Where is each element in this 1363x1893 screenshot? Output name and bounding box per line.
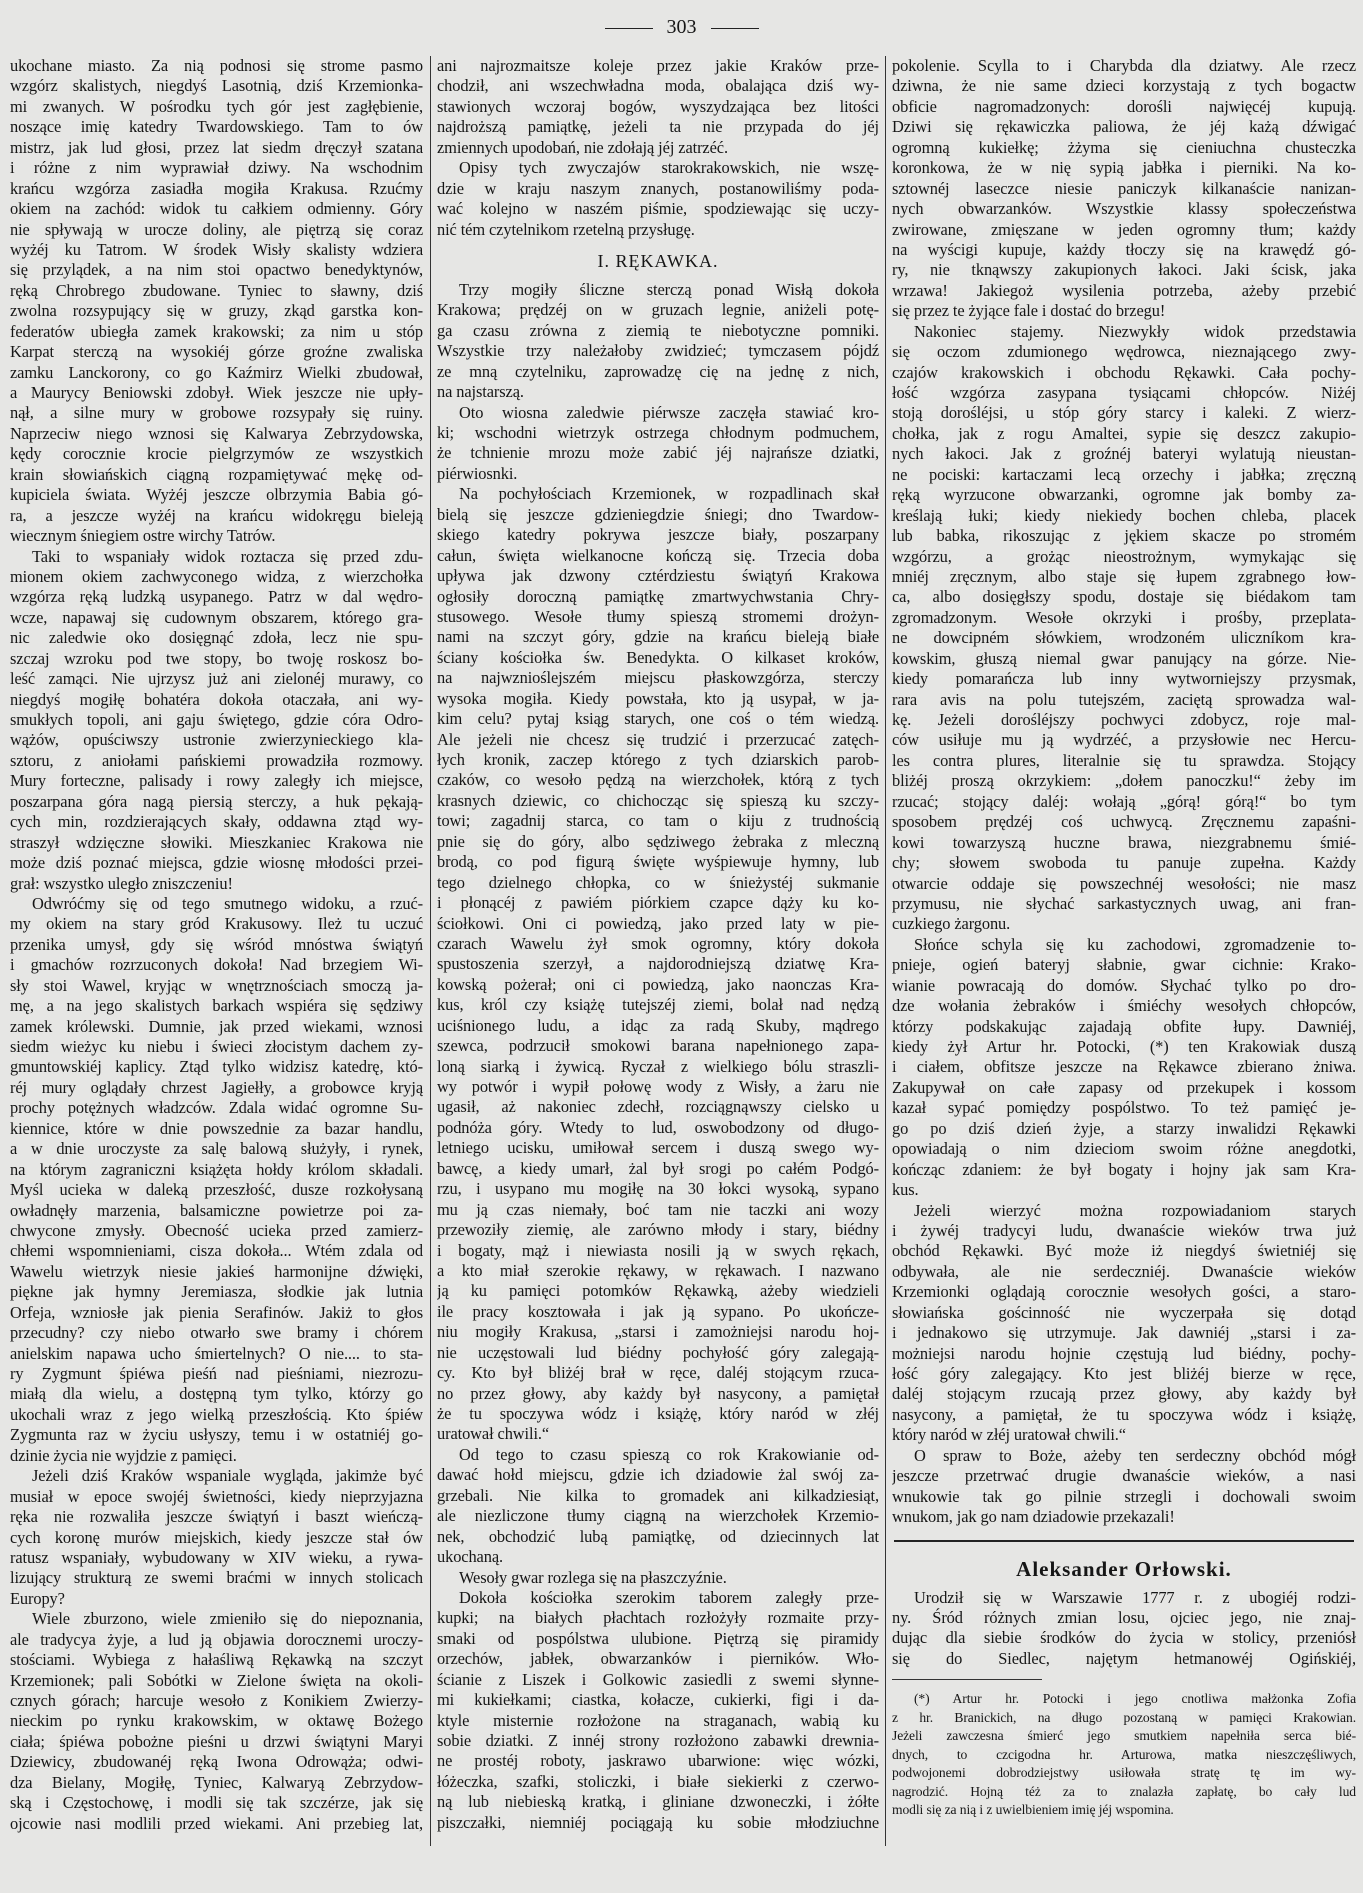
text-line: mionem okiem zachwyconego widza, z wierzchołka	[10, 566, 423, 586]
text-line: modli się za nią i z uwielbieniem imię jéj wspomina.	[892, 1802, 1174, 1818]
text-line: czajów krakowskich i obchodu Rękawki. Cała pochy-	[892, 362, 1356, 382]
paragraph	[437, 56, 879, 158]
text-line: tego dzielnego chłopka, co w śnieżystéj sukmanie	[437, 872, 879, 892]
text-line: a Maurycy Beniowski zdobył. Wiek jeszcze nie upły-	[10, 383, 423, 402]
text-line: Dziewicy, zbudowanéj ręką Iwona Odrowąża; odwi-	[10, 1752, 423, 1772]
text-line: szewca, podrzucił smokowi barana napełnionego zapa-	[437, 1036, 879, 1056]
paragraph	[437, 1568, 879, 1588]
text-line: że tchnienie mrozu może zabić jéj najrańsze dziatki,	[437, 443, 879, 463]
text-line: przymusu, nie słychać sarkastycznych uwag, ani fran-	[892, 893, 1356, 913]
text-line: Odwróćmy się od tego smutnego widoku, a rzuć-	[32, 893, 423, 913]
text-line: i żywéj tradycyi ludu, dwanaście wieków trwa już	[892, 1220, 1356, 1240]
text-line: ojcowie nasi modlili przed wiekami. Ani przebieg lat,	[10, 1813, 423, 1833]
text-line: nagrodzić. Hojną téż za to znalazła zapłatę, bo cały lud	[892, 1783, 1356, 1799]
text-line: ale niezliczone tłumy ciągną na wierzchołek Krzemio-	[437, 1506, 879, 1526]
text-line: lizujący strukturą ze swemi braćmi w innych stolicach	[10, 1568, 423, 1588]
text-line: zwirowane, zmięszane w jeden ogromny tłum; każdy	[892, 219, 1356, 239]
text-line: wnukowie tak go pilnie strzegli i dochowali swoim	[892, 1486, 1356, 1506]
text-line: ręką Chrobrego zbudowane. Tyniec to sławny, dziś	[10, 280, 423, 300]
text-line: sły stoi Wawel, kryjąc w wnętrznościach smoczą ja-	[10, 975, 423, 995]
text-line: Taki to wspaniały widok roztacza się przed zdu-	[32, 546, 423, 566]
text-line: kiedy żył Artur hr. Potocki, (*) ten Krakowiak duszą	[892, 1037, 1356, 1056]
paragraph	[892, 322, 1356, 935]
text-line: skiego katedry pokrywa jeszcze biały, poszarpany	[437, 525, 879, 545]
text-line: Ale jeżeli nie chcesz się trudzić i przerzucać zatęch-	[437, 729, 879, 749]
text-line: niegdyś mogiłę bohatéra dokoła otaczała, ani wy-	[10, 689, 423, 709]
paragraph	[10, 547, 423, 894]
text-line: pokolenie. Scylla to i Charybda dla dziatwy. Ale rzecz	[892, 56, 1356, 75]
text-line: Słońce schyla się ku zachodowi, zgromadzenie to-	[914, 934, 1356, 954]
text-line: i ciałem, obfitsze jeszcze na Rękawce zbierano żniwa.	[892, 1057, 1356, 1077]
text-line: Orfeja, wzniosłe jak pienia Serafinów. Jakiż to głos	[10, 1302, 423, 1322]
text-line: zmiennych upodobań, nie zdołają jéj zatrzéć.	[437, 137, 728, 157]
paragraph	[892, 1446, 1356, 1528]
text-line: leść zamąci. Nie ujrzysz już ani zielonéj murawy, co	[10, 669, 423, 689]
text-line: cych koronę murów miejskich, kiedy jeszcze stał ów	[10, 1527, 423, 1547]
text-line: wiecznym śniegiem ostre wirchy Tatrów.	[10, 526, 276, 546]
text-line: czarach Wawelu żył smok ogromny, który dokoła	[437, 933, 879, 953]
text-line: ry Zygmunt śpiéwa pieśń nad pieśniami, niezrozu-	[10, 1364, 423, 1383]
text-line: Mury forteczne, palisady i rowy zaległy ich miejsce,	[10, 771, 423, 791]
text-line: kus, król czy książę tutejszéj ziemi, bolał nad nędzą	[437, 995, 879, 1015]
text-line: chodził, ani wszechwładna moda, obalająca dziś wy-	[437, 76, 879, 96]
text-line: Oto wiosna zaledwie piérwsze zaczęła stawiać kro-	[459, 402, 879, 422]
text-line: Dokoła kościołka szerokim taborem zaległy prze-	[459, 1587, 879, 1607]
text-line: dze wołania żebraków i śmiéchy wesołych chłopców,	[892, 996, 1356, 1016]
text-line: zamek królewski. Dumnie, jak przed wiekami, wznosi	[10, 1016, 423, 1036]
text-line: na najstarszą.	[437, 382, 524, 402]
text-line: wzgórz skalistych, niegdyś Lasotnią, dziś Krzemionka-	[10, 76, 423, 96]
text-line: ściany kościołka św. Benedykta. O kilkaset kroków,	[437, 647, 879, 667]
text-line: daléj stojącym rzucają przez głowy, aby każdy był	[892, 1384, 1356, 1404]
text-line: niu mogiły Krakusa, „starsi i zamożniejsi narodu hoj-	[437, 1322, 879, 1342]
text-line: ale tradycya żyje, a lud ją objawia dorocznemi uroczy-	[10, 1629, 423, 1649]
text-line: ukochane miasto. Za nią podnosi się strome pasmo	[10, 56, 423, 75]
text-line: wążów, opuściwszy ustronie zwierzynieckiego kla-	[10, 730, 423, 750]
text-line: i gmachów rozrzuconych dokoła! Nad brzegiem Wi-	[10, 955, 423, 975]
text-line: smukłych topoli, ani gaju świętego, gdzie córa Odro-	[10, 710, 423, 729]
text-line: sposobem prędzéj coś uchwycą. Zręcznemu zapaśni-	[892, 812, 1356, 832]
text-line: który naród w złéj uratował chwili.“	[892, 1425, 1126, 1445]
text-line: chy; słowem swoboda tu panuje zupełna. Każdy	[892, 853, 1356, 873]
text-line: obficie nagromadzonych: dorośli najwięcéj kupują.	[892, 96, 1356, 116]
text-line: wianie powracają do domów. Słychać tylko po dro-	[892, 975, 1356, 995]
text-line: ze mną czytelniku, zaprowadzę cię na jednę z nich,	[437, 361, 879, 381]
text-line: nął, a silne mury w grobowe rozsypały się ruiny.	[10, 403, 423, 423]
text-line: owładnęły marzenia, balsamiczne powietrze poi za-	[10, 1200, 423, 1220]
header-dash-right	[711, 28, 759, 29]
column-1	[10, 56, 423, 1834]
column-divider	[885, 56, 886, 1846]
text-line: ca, albo dosięgłszy spodu, dostaje się biédakom tam	[892, 587, 1356, 607]
text-line: ratusz wspaniały, wybudowany w XIV wieku, a rywa-	[10, 1547, 423, 1567]
text-line: poszarpana góra nagą piersią sterczy, a huk pękają-	[10, 791, 423, 811]
paragraph	[437, 1445, 879, 1568]
paragraph	[892, 935, 1356, 1201]
text-line: federatów ubiegła zamek krakowski; za nim u stóp	[10, 321, 423, 341]
text-line: mniéj zręcznym, albo staje się łupem zgrabnego łow-	[892, 566, 1356, 586]
text-line: okiem na zachód: widok tu całkiem odmienny. Góry	[10, 199, 423, 219]
text-line: nych obwarzanków. Wszystkie klassy społeczeństwa	[892, 199, 1356, 219]
text-line: ne prostéj roboty, jaskrawo ubarwione: więc wózki,	[437, 1751, 879, 1771]
text-line: spustoszenia szerzył, a najdorodniejszą dziatwę Kra-	[437, 954, 879, 974]
text-line: wrzawa! Jakiegoż wysilenia potrzeba, ażeby przebić	[892, 280, 1356, 300]
text-line: ciała; śpiéwa pobożne pieśni u drzwi świątyni Maryi	[10, 1731, 423, 1751]
text-line: a kto miał szerokie rękawy, w rękawach. I nazwano	[437, 1260, 879, 1280]
text-line: na którym zagraniczni książęta hołdy królom składali.	[10, 1159, 423, 1179]
paragraph	[437, 403, 879, 485]
text-line: łych kronik, zaczep którego z tych dziarskich parob-	[437, 750, 879, 769]
text-line: chwycone zmysły. Obecność ucieka przed zamierz-	[10, 1220, 423, 1240]
text-line: kupki; na białych płachtach rozłożyły rozmaite przy-	[437, 1608, 879, 1628]
text-line: bliżéj proszą okrzykiem: „dołem panoczku!“ żeby im	[892, 771, 1356, 791]
text-line: i płonącéj z pawiém piórkiem czapce dąży ku ko-	[437, 893, 879, 913]
text-line: O spraw to Boże, ażeby ten serdeczny obchód mógł	[914, 1445, 1356, 1465]
text-line: Trzy mogiły śliczne sterczą ponad Wisłą dokoła	[459, 279, 879, 299]
text-line: ręką wyrzucone obwarzanki, ogromne jak bomby za-	[892, 485, 1356, 505]
text-line: nasycony, a pamiętał, że tu spoczywa wódz i książę,	[892, 1404, 1356, 1424]
text-line: rara avis na polu tutejszém, zaciętą sprowadza wal-	[892, 689, 1356, 709]
text-line: odbywała, ale nie serdeczniéj. Dwanaście wieków	[892, 1261, 1356, 1281]
text-line: dziwna, że nie same dzieci korzystają z tych bogactw	[892, 76, 1356, 96]
text-line: bielą się jeszcze gdzieniegdzie śniegi; dno Twardow-	[437, 504, 879, 524]
text-line: nić tém czytelnikom rzetelną przysługę.	[437, 219, 695, 239]
text-line: ne dowcipném słówkiem, wrodzoném uliczníkom kra-	[892, 628, 1356, 648]
article-heading: Aleksander Orłowski.	[1016, 1556, 1232, 1581]
text-line: kim celu? pytaj ksiąg starych, one coś o tém wiedzą.	[437, 709, 879, 729]
text-line: wnukom, jak go nam dziadowie przekazali!	[892, 1507, 1175, 1527]
paragraph	[437, 1588, 879, 1833]
text-line: sobie dziatki. Z innéj strony rozłożono zabawki drewnia-	[437, 1731, 879, 1750]
text-line: nych łakoci. Jak z groźnéj bateryi wylatują nieustan-	[892, 444, 1356, 464]
text-line: ręka nie rozwaliła jeszcze świątyń i baszt wieńczą-	[10, 1507, 423, 1527]
text-line: możniejsi narodu hojnie częstują lud biédny, pochy-	[892, 1343, 1356, 1363]
text-line: ukochali wraz z jego wielką przeszłością. Kto śpiéw	[10, 1404, 423, 1424]
text-line: musiał w epoce swojéj świetności, kiedy nieprzyjazna	[10, 1486, 423, 1506]
paragraph	[10, 1466, 423, 1609]
text-line: a w dnie uroczyste za salę balową służyły, i rynek,	[10, 1139, 423, 1159]
footnote	[892, 1690, 1356, 1820]
text-line: mi kukiełkami; ciastka, kołacze, cukierki, figi i da-	[437, 1690, 879, 1710]
text-line: nic zaledwie oko dosięgnąć zdoła, lecz nie spu-	[10, 628, 423, 648]
text-line: na wyścigi kupuje, każdy tłoczy się na krawędź gó-	[892, 239, 1356, 259]
text-line: les contra plures, literalnie się tu sprawdza. Stojący	[892, 750, 1356, 770]
text-line: Nakoniec stajemy. Niezwykły widok przedstawia	[914, 321, 1356, 341]
text-line: Zakupywał on całe zapasy od przekupek i kossom	[892, 1077, 1356, 1097]
text-line: ani najrozmaitsze koleje przez jakie Kraków prze-	[437, 56, 879, 75]
text-line: kowską pożerał; oni ci powiedzą, jako naonczas Kra-	[437, 974, 879, 994]
text-line: krain słowiańskich ciągną rozpamiętywać mękę od-	[10, 464, 423, 484]
paragraph	[10, 1609, 423, 1834]
paragraph	[437, 280, 879, 403]
text-line: stościami. Wybiega z hałaśliwą Rękawką na szczyt	[10, 1650, 423, 1670]
text-line: sztoru, z aniołami pańskiemi prowadziła rozmowy.	[10, 750, 423, 770]
text-line: dując dla siebie środków do życia w stolicy, przeniósł	[892, 1628, 1356, 1648]
text-line: kupiciela świata. Wyżéj jeszcze olbrzymia Babia gó-	[10, 485, 423, 505]
text-line: ogromną kukiełkę; żżyma się cieniuchna chusteczka	[892, 137, 1356, 157]
text-line: na najwznioślejszém miejscu płaskowzgórza, sterczy	[437, 668, 879, 688]
text-line: cy. Kto był bliżéj brał w ręce, daléj stojącym rzuca-	[437, 1363, 879, 1383]
text-line: Krakowa; prędzéj on w gruzach legnie, aniżeli potę-	[437, 300, 879, 320]
text-line: ściołkowi. Oni ci powiedzą, jako przed laty w pie-	[437, 913, 879, 933]
paragraph	[892, 56, 1356, 322]
text-line: rzucać; stojący daléj: wołają „górą! górą!“ bo tym	[892, 791, 1356, 811]
text-line: Europy?	[10, 1588, 65, 1608]
text-line: nek, obchodzić lubą pamiątkę, od dziecinnych lat	[437, 1526, 879, 1546]
text-line: krańcu wzgórza zasiadła mogiła Krakusa. Rzućmy	[10, 178, 423, 198]
section-heading: I. RĘKAWKA.	[597, 250, 719, 271]
text-line: łość wzgórza zasypana tysiącami chłopców. Niżéj	[892, 383, 1356, 402]
text-line: wysoka mogiła. Kiedy powstała, kto ją usypał, w ja-	[437, 688, 879, 708]
text-line: z hr. Branickich, na długo pozostaną w pamięci Krakowian.	[892, 1709, 1356, 1725]
column-2	[437, 56, 879, 1833]
text-line: ukochaną.	[437, 1547, 503, 1567]
text-line: ską i Częstochowę, i modli się tak szczérze, jak się	[10, 1793, 423, 1813]
text-line: kus.	[892, 1180, 919, 1200]
text-line: rzu, i usypano mu mogiłę na 30 łokci wysoką, sypano	[437, 1179, 879, 1199]
footnote-divider	[892, 1679, 1042, 1680]
text-line: nami na szczyt góry, gdzie na krańcu bieleją białe	[437, 627, 879, 647]
text-line: prochy potężnych władzców. Zdala widać ogromne Su-	[10, 1098, 423, 1118]
text-line: kę. Jeżeli dorośléjszy pochwyci zdobycz, roje mal-	[892, 710, 1356, 729]
text-line: podnóża góry. Wtedy to lud, oswobodzony od długo-	[437, 1117, 879, 1137]
text-line: kreślają łuki; kiedy niekiedy bochen chleba, placek	[892, 505, 1356, 525]
text-line: bawcę, a kiedy umarł, żal był srogi po całém Podgó-	[437, 1158, 879, 1178]
text-line: koronkowa, że w nię sypią jabłka i pierniki. Na ko-	[892, 158, 1356, 178]
text-line: chłemi wspomnieniami, cisza dokoła... Wtém zdala od	[10, 1241, 423, 1261]
text-line: piérwiosnki.	[437, 463, 518, 483]
text-line: Jeżeli wierzyć można rozpowiadaniom starych	[914, 1200, 1356, 1220]
page-header	[0, 16, 1363, 39]
text-line: nieckim po rynku krakowskim, w oktawę Bożego	[10, 1711, 423, 1731]
text-line: noszące imię katedry Twardowskiego. Tam to ów	[10, 117, 423, 137]
text-line: sztownéj laseczce niesie paniczyk kilkanaście nanizan-	[892, 178, 1356, 198]
text-line: wzgórzu, a grożąc nieostrożnym, wymykając się	[892, 546, 1356, 566]
text-line: ną lub niebieską kratką, i gliniane dzwoneczki, i żółte	[437, 1792, 879, 1812]
text-line: ry, nie tknąwszy zakupionych łakoci. Jaki ścisk, jaka	[892, 260, 1356, 280]
text-line: ny. Śród różnych zmian losu, ojciec jego, nie znaj-	[892, 1607, 1356, 1627]
text-line: Jeżeli dziś Kraków wspaniale wygląda, jakimże być	[32, 1466, 423, 1486]
section-divider	[894, 1540, 1354, 1542]
text-line: ra, a jeszcze wyżéj na krańcu widokręgu bieleją	[10, 505, 423, 525]
text-line: kiennice, które w dnie powszednie za bazar handlu,	[10, 1118, 423, 1138]
text-line: piękne jak hymny Jeremiasza, słodkie jak lutnia	[10, 1282, 423, 1302]
text-line: i jednakowo się utrzymuje. Jak dawniéj „starsi i za-	[892, 1323, 1356, 1343]
text-line: krasnych dziewic, co chichocząc się spieszą ku szczy-	[437, 790, 879, 810]
text-line: dawać hołd miejscu, gdzie ich dziadowie żal swój za-	[437, 1465, 879, 1485]
paragraph	[892, 1201, 1356, 1446]
text-line: upływa jak dzwony cztérdziestu świątyń Krakowa	[437, 566, 879, 586]
text-line: Dziwi się rękawiczka paliowa, że jéj każą dźwigać	[892, 117, 1356, 137]
text-line: dza Bielany, Mogiłę, Tyniec, Kalwaryą Zebrzydow-	[10, 1772, 423, 1792]
text-line: ga czasu zrówna z ziemią te niebotyczne pomniki.	[437, 320, 879, 340]
text-line: opowiadają o nim dzieciom swoim różne anegdotki,	[892, 1139, 1356, 1159]
text-line: i różne z nim wyprawiał dziwy. Na wschodnim	[10, 158, 423, 178]
paragraph	[437, 484, 879, 1445]
text-line: pnie się do góry, albo sędziwego żebraka z mleczną	[437, 831, 879, 851]
text-line: Wesoły gwar rozlega się na płaszczyźnie.	[459, 1567, 727, 1587]
text-line: zamku Lanckorony, co go Kaźmirz Wielki zbudował,	[10, 362, 423, 382]
text-line: cuzkiego żargonu.	[892, 914, 1011, 934]
text-line: towi; zagadnij starca, co tam o kiju z trudnością	[437, 811, 879, 831]
text-line: anielskim napawa ucho śmiertelnych? O nie.... to sta-	[10, 1343, 423, 1363]
text-line: mistrz, jak lud głosi, przez lat siedm dręczył szatana	[10, 137, 423, 157]
text-line: Krzemionek; pali Sobótki w Zielone święta na okoli-	[10, 1670, 423, 1690]
text-line: my okiem na stary gród Krakusowy. Ileż tu uczuć	[10, 914, 423, 934]
text-line: mę, a na jego skalistych barkach wspiéra się sędziwy	[10, 996, 423, 1016]
text-line: kędy corocznie krocie pielgrzymów ze wszystkich	[10, 444, 423, 464]
text-line: podwojonemi dobrodziejstwy usiłowała stratę tę im wy-	[892, 1765, 1356, 1781]
text-line: wzgórza ręką ludzką usypanego. Patrz w dal wędro-	[10, 587, 423, 607]
paragraph	[10, 56, 423, 547]
text-line: się oczom zdumionego wędrowca, nieznającego zwy-	[892, 342, 1356, 362]
text-line: Opisy tych zwyczajów starokrakowskich, nie wszę-	[459, 158, 879, 178]
text-line: stawionych wczoraj bogów, wyszydzająca bez litości	[437, 96, 879, 116]
text-line: no przez głowy, aby każdy był nasycony, a pamiętał	[437, 1383, 879, 1403]
paragraph	[10, 894, 423, 1466]
text-line: Krzemionki oglądają corocznie wesołych gości, a staro-	[892, 1282, 1356, 1302]
text-line: zwolna rozsypujący się w gruzy, zkąd garstka kon-	[10, 301, 423, 321]
text-line: ogłosiły doroczną pamiątkę zmartwychwstania Chry-	[437, 586, 879, 606]
text-line: brodą, co pod figurą święte wyśpiewuje hymny, lub	[437, 852, 879, 872]
text-line: otwarcie oddaje się powszechnéj wesołości; nie masz	[892, 873, 1356, 893]
text-line: uratował chwili.“	[437, 1424, 550, 1444]
text-line: kowi towarzyszą huczne brawa, niezgrabnemu śmié-	[892, 832, 1356, 852]
text-line: i bogaty, mąż i niewiasta nosili ją w swych rękach,	[437, 1240, 879, 1260]
text-line: Zygmunta raz w życiu usłyszy, temu i w ostatniéj go-	[10, 1425, 423, 1445]
text-line: ki; wschodni wietrzyk ostrzega chłodnym podmuchem,	[437, 423, 879, 442]
text-line: lub babka, rikoszując z jękiem skacze po stromém	[892, 526, 1356, 546]
text-line: dzie w kraju naszym znanych, postanowiliśmy poda-	[437, 178, 879, 198]
paragraph	[437, 158, 879, 240]
header-dash-left	[605, 28, 653, 29]
text-line: ne pociski: kartaczami lecą orzechy i jabłka; zręczną	[892, 464, 1356, 484]
text-line: loną siarką i żywicą. Ryczał z wielkiego bólu straszli-	[437, 1056, 879, 1076]
text-line: Jeżeli zawczesna śmierć jego smutkiem napełniła serca bié-	[892, 1728, 1356, 1744]
text-line: chołka, jak z rogu Amaltei, sypie się deszcz zakupio-	[892, 423, 1356, 443]
column-3	[892, 56, 1356, 1820]
column-divider	[430, 56, 431, 1846]
page-number: 303	[666, 16, 697, 38]
text-line: wcze, napawaj się cudownym obszarem, którego gra-	[10, 607, 423, 627]
paragraph	[892, 1588, 1356, 1670]
text-line: go po dziś dzień żyje, a starzy inwalidzi Rękawki	[892, 1118, 1356, 1138]
text-line: którzy podskakując zajadają obfite łupy. Dawniéj,	[892, 1016, 1356, 1036]
text-line: ile pracy kosztowała i jak ją sypano. Po ukończe-	[437, 1301, 879, 1321]
text-line: grał: wszystko uległo zniszczeniu!	[10, 873, 233, 893]
text-line: łość góry zalegający. Kto jest bliżéj bierze w ręce,	[892, 1364, 1356, 1383]
text-line: się do Siedlec, najętym hetmanowéj Ogińskiéj,	[892, 1648, 1356, 1668]
text-line: cznych górach; harcuje wesoło z Konikiem Zwierzy-	[10, 1691, 423, 1710]
text-line: kiedy pomarańcza lub inny wytworniejszy przysmak,	[892, 669, 1356, 689]
text-line: piszczałki, niemniéj pociągają ku sobie młodziuchne	[437, 1812, 879, 1832]
text-line: cych min, rozdzierających skały, oddawna ztąd wy-	[10, 812, 423, 832]
text-line: siedm wieżyc ku niebu i świeci złocistym dachem zy-	[10, 1037, 423, 1056]
text-line: kończąc zdaniem: że był bogaty i hojny jak sam Kra-	[892, 1159, 1356, 1179]
text-line: się przylądek, a na nim stoi opactwo benedyktynów,	[10, 260, 423, 280]
text-line: mi zwanych. W pośrodku tych gór jest zagłębienie,	[10, 96, 423, 116]
text-line: mu ją czas niemały, boć tam nie taczki ani wozy	[437, 1199, 879, 1219]
text-line: jeszcze przetrwać drugie dwanaście wieków, a nasi	[892, 1466, 1356, 1486]
text-line: przecudny? czy niebo otwarło swe bramy i chórem	[10, 1323, 423, 1343]
text-line: przewoziły ziemię, ale zarówno młody i stary, biédny	[437, 1220, 879, 1240]
text-line: ścianie z Liszek i Golkowic zasiedli z swemi słynne-	[437, 1669, 879, 1689]
text-line: Na pochyłościach Krzemionek, w rozpadlinach skał	[459, 484, 879, 504]
text-line: ców usiłuje mu ją wydrzéć, a przysłowie nec Hercu-	[892, 730, 1356, 750]
text-line: Wszystkie trzy należałoby zwidzieć; tymczasem pójdź	[437, 341, 879, 361]
text-line: ją ku pamięci potomków Rękawką, ażeby wiedzieli	[437, 1281, 879, 1301]
text-line: że tu spoczywa wódz i książę, który naród w złéj	[437, 1404, 879, 1423]
text-line: dzinie życia nie wyjdzie z pamięci.	[10, 1445, 237, 1465]
text-line: Naprzeciw niego wznosi się Kalwarya Zebrzydowska,	[10, 423, 423, 443]
text-line: Wawelu wietrzyk niesie jakieś harmonijne dźwięki,	[10, 1261, 423, 1281]
text-line: wać kolejno w naszém piśmie, spodziewając się uczy-	[437, 199, 879, 219]
text-line: ktyle misternie rozłożone na straganach, wabią ku	[437, 1710, 879, 1730]
text-line: orzechów, jabłek, obwarzanków i pierników. Wło-	[437, 1649, 879, 1669]
text-line: najdroższą pamiątkę, jeżeli ta nie przypada do jéj	[437, 117, 879, 137]
text-line: letniego ucisku, umiłował sercem i duszą swego wy-	[437, 1138, 879, 1158]
text-line: smaki od pospólstwa ulubione. Piętrzą się piramidy	[437, 1628, 879, 1648]
text-line: Myśl ucieka w daleką przeszłość, dusze rozkołysaną	[10, 1180, 423, 1200]
text-line: może dziś poznać miejsca, gdzie wiosnę młodości przei-	[10, 853, 423, 873]
text-line: przenika umysł, gdy się wśród mnóstwa świątyń	[10, 934, 423, 954]
text-line: nie spływają w urocze doliny, ale piętrzą się coraz	[10, 219, 423, 239]
text-line: straszył wdzięczne słowiki. Mieszkaniec Krakowa nie	[10, 832, 423, 852]
text-line: miałą dla wielu, a dostępną tym tylko, którzy go	[10, 1384, 423, 1404]
text-line: czaków, co wesoło pędzą na wierzchołek, którą z tych	[437, 770, 879, 790]
text-line: całun, święta wielkanocne kończą się. Trzecia doba	[437, 545, 879, 565]
text-line: słowiańska gościnność nie wyczerpała się dotąd	[892, 1302, 1356, 1322]
text-line: szczaj wzroku pod twe stopy, bo twoję roskosz bo-	[10, 648, 423, 668]
text-line: łóżeczka, szafki, stoliczki, i białe siekierki z czerwo-	[437, 1771, 879, 1791]
text-line: stoją dorośléjsi, u stóp góry starcy i kaleki. Z wierz-	[892, 403, 1356, 423]
text-line: gmuntowskiéj kaplicy. Ztąd tylko widzisz katedrę, któ-	[10, 1057, 423, 1077]
text-line: obchód Rękawki. Być może iż niegdyś świetniéj się	[892, 1241, 1356, 1261]
text-line: réj mury oglądały chrzest Jagiełły, a grobowce kryją	[10, 1077, 423, 1097]
text-line: zgromadzonym. Wesołe okrzyki i prośby, przeplata-	[892, 607, 1356, 627]
text-line: kowskim, głuszą niemal gwar panujący na górze. Nie-	[892, 648, 1356, 668]
text-line: Wiele zburzono, wiele zmieniło się do niepoznania,	[32, 1609, 423, 1629]
text-line: Urodził się w Warszawie 1777 r. z ubogiéj rodzi-	[914, 1587, 1356, 1607]
text-line: się przez te żyjące fale i dostać do brzegu!	[892, 301, 1166, 321]
text-line: wyżéj ku Tatrom. W środek Wisły skalisty wdziera	[10, 239, 423, 259]
text-line: dnych, to czcigodna hr. Arturowa, matka nieszczęśliwych,	[892, 1746, 1356, 1762]
text-line: kazał sypać pomiędzy pospólstwo. To też pamięć je-	[892, 1098, 1356, 1118]
text-line: Od tego to czasu spieszą co rok Krakowianie od-	[459, 1444, 879, 1464]
text-line: grzebali. Nie kilka to gromadek ani kilkadziesiąt,	[437, 1485, 879, 1505]
text-line: (*) Artur hr. Potocki i jego cnotliwa małżonka Zofia	[914, 1691, 1356, 1707]
text-line: uciśnionego ludu, a idąc za radą Skuby, mądrego	[437, 1015, 879, 1035]
text-line: Karpat sterczą na wysokiéj górze groźne zwaliska	[10, 342, 423, 362]
text-line: stusowego. Wesołe tłumy spieszą stromemi drożyn-	[437, 606, 879, 626]
text-line: ugasił, aż nakoniec zdechł, rozciągnąwszy cielsko u	[437, 1097, 879, 1117]
text-line: pnieje, ogień bateryj słabnie, gwar cichnie: Krako-	[892, 955, 1356, 975]
text-line: nie uczęstowali lud biédny pochyłość góry zalegają-	[437, 1342, 879, 1362]
text-line: wy potwór i wypił połowę wody z Wisły, a żaru nie	[437, 1077, 879, 1096]
